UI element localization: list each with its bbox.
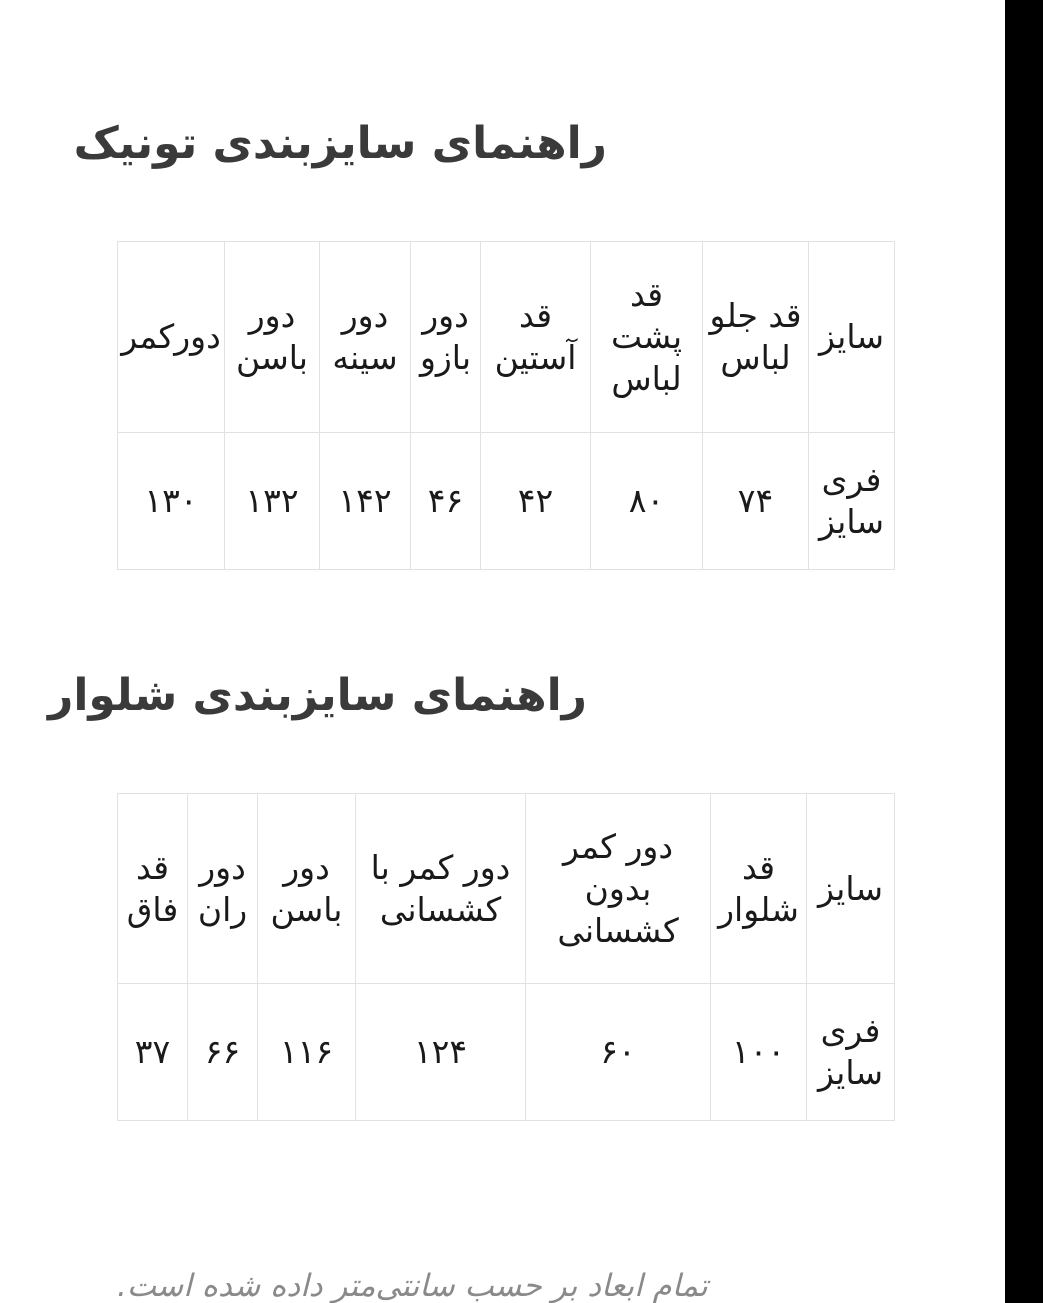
table-row: [118, 433, 895, 570]
cell-chest-circumference: ۱۴۲: [320, 433, 411, 570]
cell-sleeve-length: ۴۲: [481, 433, 591, 570]
header-chest-circumference: دور سینه: [320, 242, 411, 433]
cell-back-length: ۸۰: [591, 433, 703, 570]
cell-size: فری سایز: [807, 984, 895, 1121]
cell-waist-circumference: ۱۳۰: [118, 433, 225, 570]
cell-arm-circumference: ۴۶: [411, 433, 481, 570]
header-waist-with-stretch: دور کمر با کشسانی: [356, 794, 526, 984]
header-waist-without-stretch: دور کمر بدون کشسانی: [526, 794, 711, 984]
cell-hip-circumference: ۱۱۶: [258, 984, 356, 1121]
header-pants-length: قد شلوار: [711, 794, 807, 984]
header-front-length: قد جلو لباس: [703, 242, 809, 433]
measurement-footnote: تمام ابعاد بر حسب سانتی‌متر داده شده است.: [117, 1268, 708, 1303]
header-rise-length: قد فاق: [118, 794, 188, 984]
header-arm-circumference: دور بازو: [411, 242, 481, 433]
cell-hip-circumference: ۱۳۲: [225, 433, 320, 570]
header-back-length: قد پشت لباس: [591, 242, 703, 433]
cell-front-length: ۷۴: [703, 433, 809, 570]
table-header-row: [118, 794, 895, 984]
cell-thigh-circumference: ۶۶: [188, 984, 258, 1121]
pants-size-table: [117, 793, 895, 1121]
cell-rise-length: ۳۷: [118, 984, 188, 1121]
header-hip-circumference: دور باسن: [225, 242, 320, 433]
tunic-size-table: [117, 241, 895, 570]
cell-size: فری سایز: [809, 433, 895, 570]
tunic-size-guide-title: راهنمای سایزبندی تونیک: [73, 118, 607, 169]
header-size: سایز: [807, 794, 895, 984]
table-header-row: [118, 242, 895, 433]
cell-pants-length: ۱۰۰: [711, 984, 807, 1121]
pants-size-guide-title: راهنمای سایزبندی شلوار: [48, 670, 587, 721]
header-size: سایز: [809, 242, 895, 433]
header-hip-circumference: دور باسن: [258, 794, 356, 984]
table-row: [118, 984, 895, 1121]
header-sleeve-length: قد آستین: [481, 242, 591, 433]
header-waist-circumference: دورکمر: [118, 242, 225, 433]
cell-waist-with-stretch: ۱۲۴: [356, 984, 526, 1121]
header-thigh-circumference: دور ران: [188, 794, 258, 984]
cell-waist-without-stretch: ۶۰: [526, 984, 711, 1121]
